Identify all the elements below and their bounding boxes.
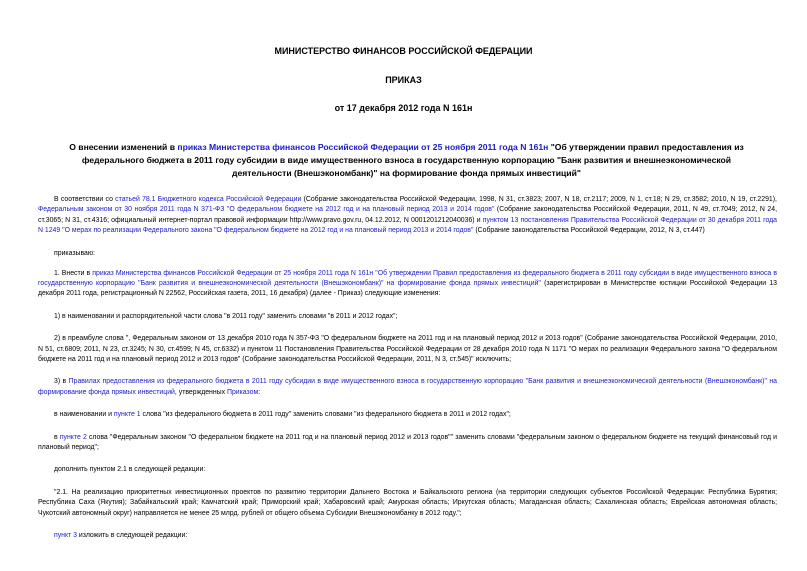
rules-link[interactable]: Правилах предоставления из федерального бюджета в 2011 году субсидии в виде имущественного взноса в государственную корпорацию "Банк развития и внешнеэкономической деятельности (Внешэкономбанк)" на формирование фонда прямых инвестиций xyxy=(38,378,777,396)
title-part: О внесении изменений в xyxy=(69,142,178,152)
text: (Собрание законодательства Российской Федерации, 1998, N 31, ст.3823; 2007, N 18, ст.2117; 2009, N 1, ст.18; N 29, ст.3582; 2010, N 19, ст.2291), xyxy=(301,196,777,203)
text: , утвержденных xyxy=(174,388,227,396)
ministry-heading: МИНИСТЕРСТВО ФИНАНСОВ РОССИЙСКОЙ ФЕДЕРАЦИИ xyxy=(274,46,533,56)
text: (Собрание законодательства Российской Федерации, 2012, N 3, ст.447) xyxy=(473,227,705,235)
rule-name-paragraph xyxy=(38,410,777,420)
text: 1. Внести в xyxy=(54,269,93,277)
item-1-3-paragraph xyxy=(38,377,777,398)
point-2-1-paragraph: "2.1. На реализацию приоритетных инвестиционных проектов по развитию территории Дальнего Востока и Байкальского региона (на территории следующих субъектов Российской Федерации: Республика Бурятия; Республика Саха (Якутия); Забайкальский край; Камчатский край; Приморский край; Хабаровский край; Амурская область; Иркутская область; Магаданская область; Сахалинская область; Еврейская автономная область; Чукотский автономный округ) направляется не менее 25 млрд. рублей от общего объема Субсидии Внешэкономбанку в 2012 году."; xyxy=(38,488,777,517)
text: (Собрание законодательства Российской Федерации, 2011, N 49, ст.7049; 2012, N 24, ст.3065; N 31, ст.4316; официальный интернет-портал правовой информации http://www.pravo.gov.ru, 04.12.2012, N 0001201212040036) и xyxy=(38,206,777,224)
title-order-link[interactable]: приказ Министерства финансов Российской Федерации от 25 ноября 2011 года N 161н xyxy=(177,142,549,152)
text: изложить в следующей редакции: xyxy=(76,532,188,540)
order-161n-link[interactable]: приказ Министерства финансов Российской Федерации от 25 ноября 2011 года N 161н "Об утверждении Правил предоставления из федерального бюджета в 2011 году субсидии в виде имущественного взноса в государственную корпорацию "Банк развития и внешнеэкономической деятельности (Внешэкономбанк)" на формирование фонда прямых инвестиций" xyxy=(38,269,777,287)
text: В соответствии со xyxy=(54,196,116,203)
government-decree-link[interactable]: пунктом 13 постановления Правительства Российской Федерации от 30 декабря 2011 года N 1249 "О мерах по реализации Федерального закона "О федеральном бюджете на 2012 год и на плановый период 2013 и 2014 годов" xyxy=(38,216,777,235)
text: в наименовании и xyxy=(54,411,114,419)
order-word-paragraph: приказываю: xyxy=(54,249,95,257)
text: слова "Федеральным законом "О федеральном бюджете на 2011 год и на плановый период 2012 и 2013 годов"" заменить словами "федеральным законом о федеральном бюджете на текущий финансовый год и плановый период"; xyxy=(38,433,777,451)
document-body xyxy=(38,195,777,551)
document-title xyxy=(52,141,761,180)
federal-law-link[interactable]: Федеральным законом от 30 ноября 2011 года N 371-ФЗ "О федеральном бюджете на 2012 год и на плановый период 2013 и 2014 годов" xyxy=(38,206,495,214)
point-1-link[interactable]: пункте 1 xyxy=(113,411,141,419)
preamble-paragraph xyxy=(38,195,777,237)
item-1-2-paragraph: 2) в преамбуле слова ", Федеральным законом от 13 декабря 2010 года N 357-ФЗ "О федеральном бюджете на 2011 год и на плановый период 2012 и 2013 годов" (Собрание законодательства Российской Федерации, 2010, N 51, ст.6809; 2011, N 23, ст.3245; N 30, ст.4599; N 45, ст.6332) и пунктом 11 Постановления Правительства Российской Федерации от 28 декабря 2010 года N 1171 "О мерах по реализации Федерального закона "О федеральном бюджете на 2011 год и на плановый период 2012 и 2013 годов" (Собрание законодательства Российской Федерации, 2011, N 3, ст.545)" исключить; xyxy=(38,335,777,363)
point-2-link[interactable]: пункте 2 xyxy=(59,433,87,441)
text: слова "из федерального бюджета в 2011 году" заменить словами "из федерального бюджета в 2011 и 2012 годах"; xyxy=(140,411,511,419)
item-1-paragraph xyxy=(38,269,777,300)
text: в xyxy=(54,433,60,441)
add-point-paragraph: дополнить пунктом 2.1 в следующей редакции: xyxy=(54,466,206,474)
doc-type-heading: ПРИКАЗ xyxy=(385,75,422,85)
item-1-1-paragraph: 1) в наименовании и распорядительной части слова "в 2011 году" заменить словами "в 2011 и 2012 годах"; xyxy=(54,312,398,320)
text: : xyxy=(258,388,261,396)
rule-point-2-paragraph xyxy=(38,433,777,454)
text: (зарегистрирован в Министерстве юстиции Российской Федерации 13 декабря 2011 года, регистрационный N 22562, Российская газета, 2011, 16 декабря) (далее - Приказ) следующие изменения: xyxy=(38,279,777,298)
budget-code-link[interactable]: статьей 78.1 Бюджетного кодекса Российской Федерации xyxy=(115,196,302,203)
date-number-heading: от 17 декабря 2012 года N 161н xyxy=(334,103,473,113)
order-link[interactable]: Приказом xyxy=(227,388,259,396)
text: 3) в xyxy=(54,378,69,386)
point-3-paragraph xyxy=(38,531,777,541)
title-part: "Об утверждении правил предоставления из федерального бюджета в 2011 году субсидии в виде имущественного взноса в государственную корпорацию "Банк развития и внешнеэкономической деятельности (Внешэкономбанк)" на формирование фонда прямых инвестиций" xyxy=(81,142,744,178)
point-3-link[interactable]: пункт 3 xyxy=(54,532,77,540)
